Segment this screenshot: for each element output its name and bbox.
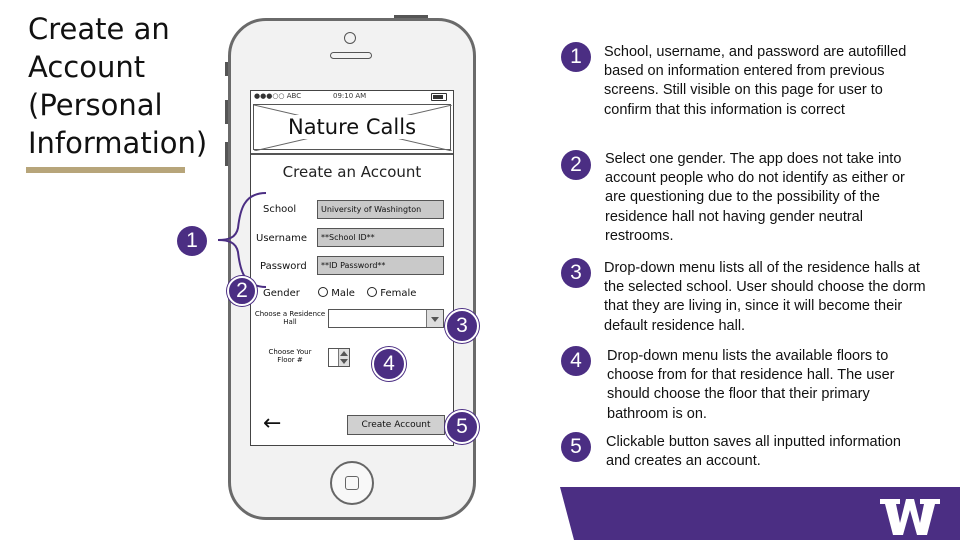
callout-badge-2: 2 xyxy=(227,276,257,306)
school-label: School xyxy=(263,204,297,215)
username-label: Username xyxy=(256,233,307,244)
desc-text-4: Drop-down menu lists the available floors to choose from for that residence hall. The user should choose the floor that their primary bathroom is on. xyxy=(607,348,895,422)
screen-title: Create an Account xyxy=(282,163,422,181)
desc-text-1: School, username, and password are autofilled based on information entered from previous screens. Still visible on this page for user to confirm that this information is correct xyxy=(604,44,907,118)
residence-hall-select[interactable] xyxy=(328,309,444,328)
residence-hall-label: Choose a Residence Hall xyxy=(254,310,326,326)
desc-badge-2: 2 xyxy=(561,150,591,180)
desc-badge-1: 1 xyxy=(561,42,591,72)
phone-screen xyxy=(250,90,454,446)
callout-badge-3: 3 xyxy=(445,309,479,343)
desc-text-3: Drop-down menu lists all of the residence halls at the selected school. User should choose the dorm that they are living in, since it will become their default residence hall. xyxy=(604,260,926,334)
gender-option-female[interactable]: Female xyxy=(367,288,416,299)
battery-icon xyxy=(431,93,447,101)
floor-label: Choose Your Floor # xyxy=(268,348,312,364)
callout-badge-5: 5 xyxy=(445,410,479,444)
app-logo-placeholder xyxy=(253,104,451,150)
uw-w-logo-icon xyxy=(880,497,940,537)
status-time: 09:10 AM xyxy=(333,92,367,100)
home-button[interactable] xyxy=(330,461,374,505)
app-name: Nature Calls xyxy=(287,115,417,139)
slide-title: Create an Account (Personal Information) xyxy=(28,12,208,160)
username-field[interactable]: **School ID** xyxy=(317,228,444,247)
carrier-label: ●●●○○ ABC xyxy=(254,92,302,100)
camera-icon xyxy=(344,32,356,44)
desc-badge-4: 4 xyxy=(561,346,591,376)
password-field[interactable]: **ID Password** xyxy=(317,256,444,275)
chevron-down-icon xyxy=(426,310,443,327)
callout-badge-4: 4 xyxy=(372,347,406,381)
desc-badge-5: 5 xyxy=(561,432,591,462)
stepper-arrows-icon xyxy=(338,349,349,366)
gender-label: Gender xyxy=(263,288,300,299)
desc-badge-3: 3 xyxy=(561,258,591,288)
radio-icon xyxy=(367,287,377,297)
radio-icon xyxy=(318,287,328,297)
school-field[interactable]: University of Washington xyxy=(317,200,444,219)
password-label: Password xyxy=(260,261,307,272)
floor-stepper[interactable] xyxy=(328,348,350,367)
callout-badge-1: 1 xyxy=(177,226,207,256)
speaker-grille xyxy=(330,52,372,59)
bracket-icon xyxy=(214,190,270,290)
back-arrow-icon[interactable]: ← xyxy=(263,411,282,436)
create-account-button[interactable]: Create Account xyxy=(347,415,445,435)
status-bar xyxy=(251,91,453,103)
title-underline xyxy=(26,167,185,173)
header-divider xyxy=(251,153,453,155)
gender-option-male[interactable]: Male xyxy=(318,288,355,299)
desc-text-2: Select one gender. The app does not take into account people who do not identify as either or are questioning due to the possibility of the residence hall not having gender neutral restrooms. xyxy=(605,151,905,244)
gender-row xyxy=(263,287,416,299)
desc-text-5: Clickable button saves all inputted information and creates an account. xyxy=(606,434,901,470)
home-square-icon xyxy=(345,476,359,490)
